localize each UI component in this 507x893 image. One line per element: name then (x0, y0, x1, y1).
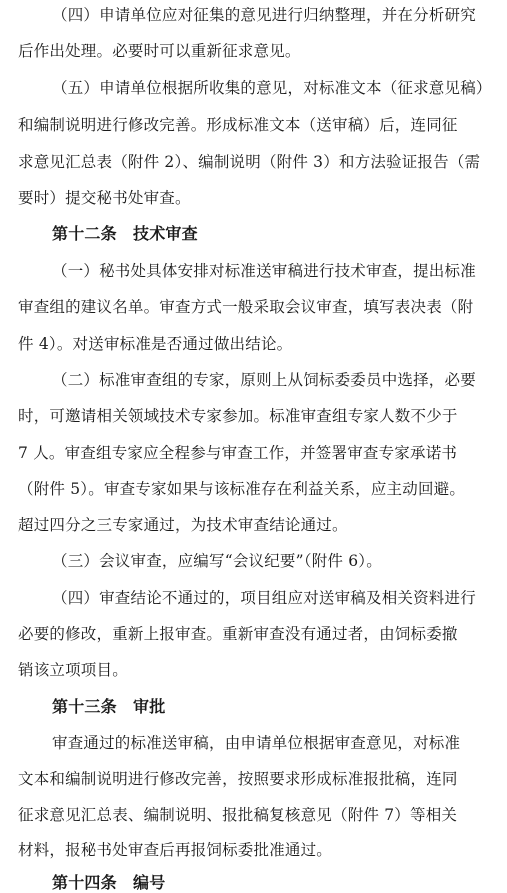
text-line: 销该立项项目。 (18, 661, 128, 679)
text-line: 时，可邀请相关领域技术专家参加。标准审查组专家人数不少于 (18, 407, 458, 425)
text-line: 必要的修改，重新上报审查。重新审查没有通过者，由饲标委撤 (18, 625, 458, 643)
text-line: （五）申请单位根据所收集的意见，对标准文本（征求意见稿） (52, 79, 492, 97)
text-line: 要时）提交秘书处审查。 (18, 189, 191, 207)
text-line: 7 人。审查组专家应全程参与审查工作，并签署审查专家承诺书 (18, 444, 458, 462)
text-line: （三）会议审查，应编写“会议纪要”（附件 6）。 (52, 552, 382, 570)
section-heading-article-14: 第十四条 编号 (52, 873, 166, 892)
text-line: 和编制说明进行修改完善。形成标准文本（送审稿）后，连同征 (18, 116, 458, 134)
section-heading-article-12: 第十二条 技术审查 (52, 224, 198, 243)
text-line: 超过四分之三专家通过，为技术审查结论通过。 (18, 516, 348, 534)
section-heading-article-13: 第十三条 审批 (52, 697, 166, 716)
text-line: 审查组的建议名单。审查方式一般采取会议审查，填写表决表（附 (18, 298, 474, 316)
text-line: 文本和编制说明进行修改完善，按照要求形成标准报批稿，连同 (18, 770, 458, 788)
text-line: （二）标准审查组的专家，原则上从饲标委委员中选择，必要 (52, 371, 476, 389)
text-line: （四）申请单位应对征集的意见进行归纳整理，并在分析研究 (52, 6, 476, 24)
text-line: 求意见汇总表（附件 2）、编制说明（附件 3）和方法验证报告（需 (18, 153, 481, 171)
text-line: 材料，报秘书处审查后再报饲标委批准通过。 (18, 841, 333, 859)
text-line: （一）秘书处具体安排对标准送审稿进行技术审查，提出标准 (52, 262, 476, 280)
text-line: （附件 5）。审查专家如果与该标准存在利益关系，应主动回避。 (18, 480, 466, 498)
text-line: 件 4）。对送审标准是否通过做出结论。 (18, 335, 293, 353)
text-line: （四）审查结论不通过的，项目组应对送审稿及相关资料进行 (52, 589, 476, 607)
text-line: 审查通过的标准送审稿，由申请单位根据审查意见，对标准 (52, 734, 461, 752)
text-line: 后作出处理。必要时可以重新征求意见。 (18, 42, 301, 60)
text-line: 征求意见汇总表、编制说明、报批稿复核意见（附件 7）等相关 (18, 806, 458, 824)
